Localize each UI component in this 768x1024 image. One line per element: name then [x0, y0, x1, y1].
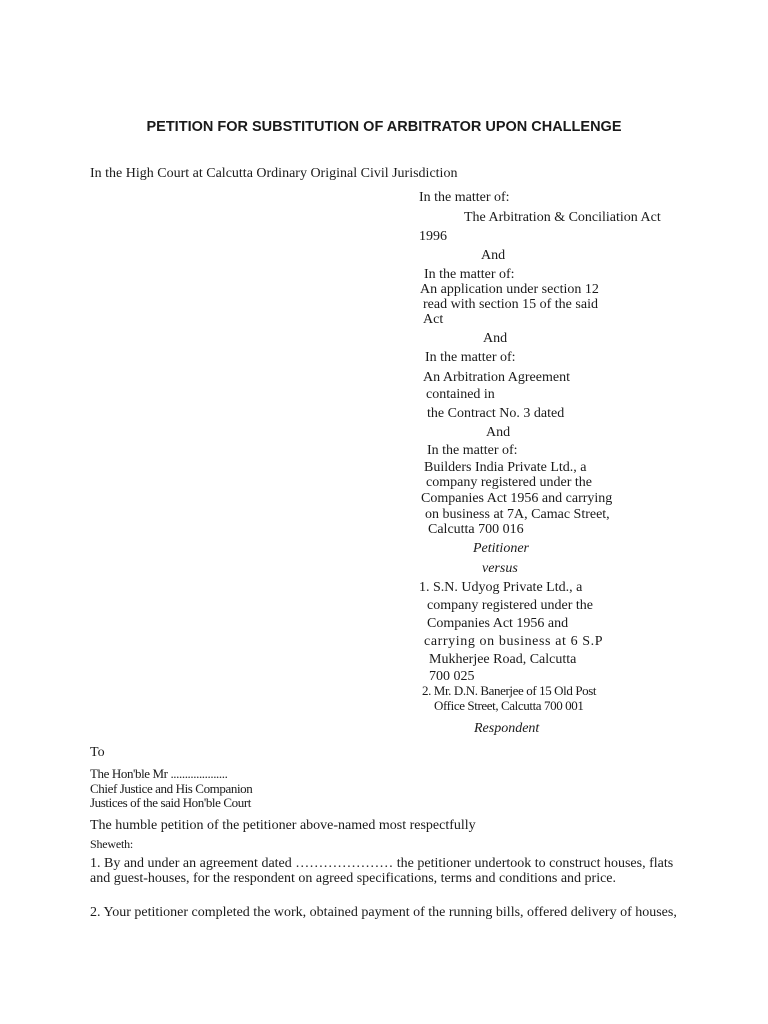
respondent1-line4: carrying on business at 6 S.P	[424, 634, 604, 649]
addressee-line3: Justices of the said Hon'ble Court	[90, 795, 251, 810]
petitioner-line5: Calcutta 700 016	[428, 522, 524, 537]
paragraph-2: 2. Your petitioner completed the work, obtained payment of the running bills, offered delivery of houses,	[90, 905, 677, 920]
matter2-heading: In the matter of:	[424, 267, 515, 282]
petitioner-line1: Builders India Private Ltd., a	[424, 460, 587, 475]
matter1-heading: In the matter of:	[419, 190, 510, 205]
respondent1-line3: Companies Act 1956 and	[427, 616, 569, 631]
and-separator-3: And	[486, 425, 511, 440]
petitioner-line3: Companies Act 1956 and carrying	[421, 491, 613, 506]
and-separator-2: And	[483, 331, 508, 346]
respondent1-line1: 1. S.N. Udyog Private Ltd., a	[419, 580, 583, 595]
matter3-heading: In the matter of:	[425, 350, 516, 365]
matter1-line1: The Arbitration & Conciliation Act	[464, 210, 661, 225]
versus-label: versus	[482, 561, 518, 576]
matter4-heading: In the matter of:	[427, 443, 518, 458]
matter3-line2: contained in	[426, 387, 495, 402]
petition-intro: The humble petition of the petitioner above-named most respectfully	[90, 818, 476, 833]
petition-title: PETITION FOR SUBSTITUTION OF ARBITRATOR UPON CHALLENGE	[146, 119, 622, 135]
petitioner-line4: on business at 7A, Camac Street,	[425, 507, 610, 522]
petitioner-line2: company registered under the	[426, 475, 592, 490]
respondent2-line2: Office Street, Calcutta 700 001	[434, 698, 584, 713]
court-line: In the High Court at Calcutta Ordinary Original Civil Jurisdiction	[90, 166, 458, 181]
petitioner-label: Petitioner	[473, 541, 529, 556]
paragraph-1: 1. By and under an agreement dated ………………… the petitioner undertook to construct houses, flats and guest-houses, for the respondent on agreed specifications, terms and conditions and price.	[90, 856, 674, 886]
matter1-line2: 1996	[419, 229, 447, 244]
to-label: To	[90, 745, 105, 760]
respondent1-line5: Mukherjee Road, Calcutta	[429, 652, 577, 667]
respondent1-line6: 700 025	[429, 669, 475, 684]
and-separator-1: And	[481, 248, 506, 263]
matter3-line3: the Contract No. 3 dated	[427, 406, 565, 421]
addressee-line2: Chief Justice and His Companion	[90, 781, 253, 796]
sheweth-heading: Sheweth:	[90, 837, 134, 851]
respondent2-line1: 2. Mr. D.N. Banerjee of 15 Old Post	[422, 683, 597, 698]
addressee-line1: The Hon'ble Mr ....................	[90, 766, 228, 781]
matter2-line3: Act	[423, 312, 444, 327]
matter3-line1: An Arbitration Agreement	[423, 370, 570, 385]
respondent-label: Respondent	[474, 721, 540, 736]
matter2-line1: An application under section 12	[420, 282, 599, 297]
matter2-line2: read with section 15 of the said	[423, 297, 598, 312]
respondent1-line2: company registered under the	[427, 598, 593, 613]
